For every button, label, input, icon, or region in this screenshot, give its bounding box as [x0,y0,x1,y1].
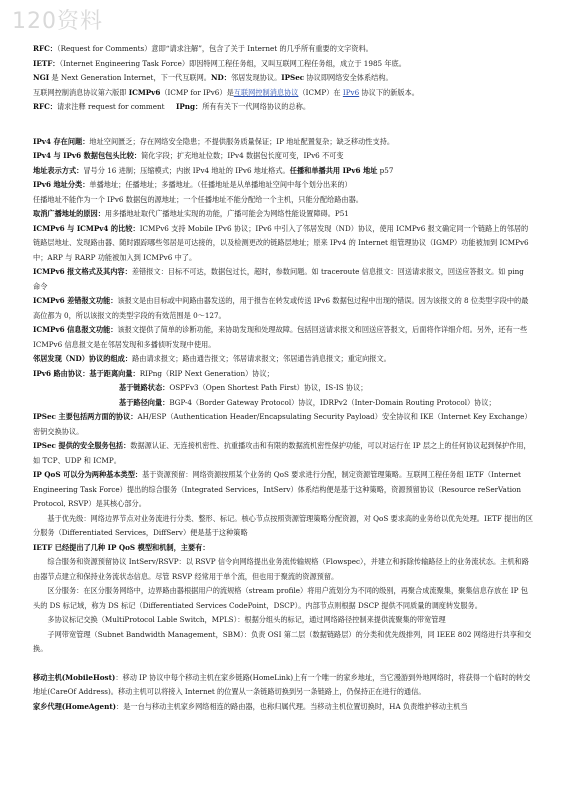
text: （Internet Engineering Task Force）即因特网工程任务组，又叫互联网工程任务组，成立于 1985 年底。 [59,58,406,68]
para-sbm [33,628,533,657]
term: 邻居发现（ND）协议的组成： [33,354,133,363]
term: ICMPv6 差错报文功能： [33,296,118,305]
text: 简化字段；扩充地址位数；IPv4 数据包长度可变，IPv6 不可变 [141,151,344,160]
para-ietf [33,57,533,72]
text: 多协议标记交换（MultiProtocol Lable Switch，MPLS）：根据分组头的标记，通过网络路径控制来提供流聚集的带宽管理 [47,615,446,624]
para-address-format [33,164,533,179]
term: RFC： [33,102,57,111]
text: BGP-4（Border Gateway Protocol）协议，IDRPv2（Inter-Domain Routing Protocol）协议； [169,397,496,407]
text: 任播地址不能作为一个 IPv6 数据包的源地址；一个任播地址不能分配给一个主机，只能分配给路由器。 [33,194,363,204]
icmp-link[interactable]: 互联网控制消息协议 [233,87,299,97]
text: 基于优先级：网络边界节点对业务流进行分类、整形、标记。核心节点按照资源管理策略分配资源，对 QoS 要求高的业务给以优先处理。IETF 提出的区分服务（Differentiated Services，DiffServ）便是基于这种策略 [33,513,533,537]
para-intserv [33,555,533,584]
para-icmp-error [33,294,533,323]
para-nd [33,352,533,367]
spacer [33,115,533,135]
text: 单播地址；任播地址；多播地址。（任播地址是从单播地址空间中每个划分出来的） [89,180,352,189]
text: OSPFv3（Open Shortest Path First）协议，IS-IS 协议； [169,383,368,392]
text: 请求注释 request for comment [56,102,165,111]
text: 用多播地址取代广播地址实现的功能，广播可能会为网络性能设置障碍。P51 [104,209,349,218]
text: （ICMP for IPv6）是 [160,87,234,97]
para-qos-models [33,541,533,556]
term: IPv4 存在问题： [33,136,90,146]
text: 地址空间匮乏；存在网络安全隐患；不提供服务质量保证；IP 地址配置复杂；缺乏移动性支持。 [89,136,395,146]
term: ICMPv6 报文格式及其内容： [33,267,132,276]
term: IPSec [281,73,305,82]
para-ipv4-problems [33,135,533,150]
text: 基于资源预留：网络资源按照某个业务的 QoS 要求进行分配，制定资源管理策略。互联网工程任务组 IETF（Internet Engineering Task Force）提出的综合服务（Integrated Services，IntServ）体系结构便是基于这种策略，资源预留协议（Resource reSerVation Protocol, RSVP）是其核心部分。 [33,470,521,508]
term: 家乡代理(HomeAgent) [33,701,117,711]
term: IETF 已经提出了几种 IP QoS 模型和机制，主要有： [33,542,210,552]
text: ：是一台与移动主机家乡网络相连的路由器，也称归属代理。当移动主机位置切换时，HA 负责维护移动主机当 [116,701,468,711]
para-address-types [33,178,533,193]
term: 移动主机(MobileHost) [33,672,116,682]
term: 地址表示方式： [33,165,84,175]
text: ICMPv6 支持 Mobile IPv6 协议；IPv6 中引入了邻居发现（ND）协议，使用 ICMPv6 报文确定同一个链路上的邻居的链路层地址、发现路由器、随时跟踪哪些邻居是可达接的，以及检测更改的链路层地址；原来 IPv4 的 Internet 组管理协议（IGMP）功能被加到 ICMPv6 中；ARP 与 RARP 功能被加入到 ICMPv6 中了。 [33,223,529,262]
ipv6-link[interactable]: IPv6 [342,87,360,97]
text: AH/ESP（Authentication Header/Encapsulating Security Payload）安全协议和 IKE（Internet Key Exchange）密钥交换协议。 [33,412,532,436]
text: RIPng（RIP Next Generation）协议； [139,368,274,378]
text: 冒号分 16 进制；压缩模式；内嵌 IPv4 地址的 IPv6 地址格式。 [83,165,290,175]
para-diffserv [33,584,533,613]
term: ICMPv6 与 ICMPv4 的比较： [33,223,140,233]
term: IPSec 提供的安全服务包括： [33,441,131,450]
para-no-broadcast [33,207,533,222]
text: p57 [377,165,394,175]
text: 路由请求报文；路由通告报文；邻居请求报文；邻居通告消息报文；重定向报文。 [132,354,391,363]
document-page [33,42,533,714]
text: 互联网控制消息协议第六版即 [33,87,129,97]
term: ND： [210,73,231,82]
text: 该报文提供了简单的诊断功能，来协助发现和处理故障。包括回送请求报文和回送应答报文，后面将作详细介绍。另外，还有一些 ICMPv6 信息报文是在邻居发现和多播侦听发现中使用。 [33,325,528,349]
term: 基于路径向量： [119,397,170,407]
term: IPv6 路由协议： [33,368,90,378]
text: 该报文是由目标或中间路由器发送的，用于报告在转发或传送 IPv6 数据包过程中出现的错误。因为该报文的 8 位类型字段中的最高位都为 0，所以该报文的类型字段的有效范围是 0～127。 [33,296,529,320]
text: （Request for Comments）意即“请求注解”，包含了关于 Internet 的几乎所有重要的文字资料。 [56,44,373,53]
term: NGI [33,73,50,82]
para-icmp-info [33,323,533,352]
term: IETF： [33,58,60,68]
text: 协议下的新版本。 [359,87,419,97]
watermark-logo: 120资料 [12,9,103,34]
text: ：移动 IP 协议中每个移动主机在家乡链路(HomeLink)上有一个唯一的家乡地址，当它漫游到外地网络时，将获得一个临时的转交地址(CareOf Address)。移动主机可以将接入 Internet 的位置从一条链路切换到另一条链路上，仍保持正在进行的通信。 [33,672,531,696]
text: 差错报文：目标不可达，数据包过长，超时，参数问题。如 traceroute 信息报文：回送请求报文，回送应答报文。如 ping 命令 [33,267,524,291]
para-icmp-format [33,265,533,294]
term: IPng： [175,102,203,111]
text: 数据源认证、无连接机密性、抗重播攻击和有限的数据流机密性保护功能，可以对运行在 IP 层之上的任何协议起到保护作用，如 TCP、UDP 和 ICMP。 [33,441,531,465]
para-routing [33,367,533,382]
text: 是 Next Generation Internet，下一代互联网。 [49,73,211,82]
para-home-agent [33,700,533,715]
para-rfc [33,42,533,57]
term: IPv6 地址分类： [33,180,90,189]
term: IPv4 与 IPv6 数据包包头比较： [33,151,142,160]
para-routing-ls [33,381,533,396]
term: 取消广播地址的原因： [33,209,105,218]
term: RFC： [33,44,57,53]
term: IP QoS 可以分为两种基本类型： [33,470,143,479]
text: 综合服务和资源预留协议 IntServ/RSVP：以 RSVP 信令向网络提出业务流传输规格（Flowspec），并建立和拆除传输路径上的业务流状态。主机和路由器节点建立和保持业务流状态信息。尽管 RSVP 经常用于单个流，但也用于聚流的资源预留。 [33,557,529,581]
para-icmp-compare [33,222,533,266]
spacer [33,657,533,671]
para-ipsec-services [33,439,533,468]
para-rfc-ipng [33,100,533,115]
text: 协议即网络安全体系结构。 [304,73,393,82]
text: 所有有关下一代网络协议的总称。 [202,102,311,111]
text: 邻居发现协议。 [230,73,282,82]
para-header-compare [33,149,533,164]
para-mobile-host [33,671,533,700]
para-qos-priority [33,512,533,541]
term: ICMPv6 信息报文功能： [33,325,118,334]
text: （ICMP）在 [298,87,343,97]
para-icmpv6 [33,86,533,101]
para-mpls [33,613,533,628]
para-routing-pv [33,396,533,411]
para-qos-types [33,468,533,512]
text: 子网带宽管理（Subnet Bandwidth Management，SBM）：负责 OSI 第二层（数据链路层）的分类和优先级排列，同 IEEE 802 网络进行共享和交换。 [33,629,532,653]
term: ICMPv6 [128,87,161,97]
term: IPSec 主要包括两方面的协议： [33,412,138,421]
term: 基于距离向量： [89,368,140,378]
term: 任播和单播共用 IPv6 地址 [289,165,378,175]
text: 区分服务：在区分服务网络中，边界路由器根据用户的流规格（stream profile）将用户流划分为不同的级别，再聚合成流聚集，聚集信息存放在 IP 包头的 DS 标记域，称为 DS 标记（Differentiated Services CodePoint，DSCP）。内部节点则根据 DSCP 提供不同质量的调度转发服务。 [33,586,528,610]
para-anycast [33,193,533,208]
term: 基于链路状态： [119,383,170,392]
para-ipsec-protocols [33,410,533,439]
para-ngi [33,71,533,86]
